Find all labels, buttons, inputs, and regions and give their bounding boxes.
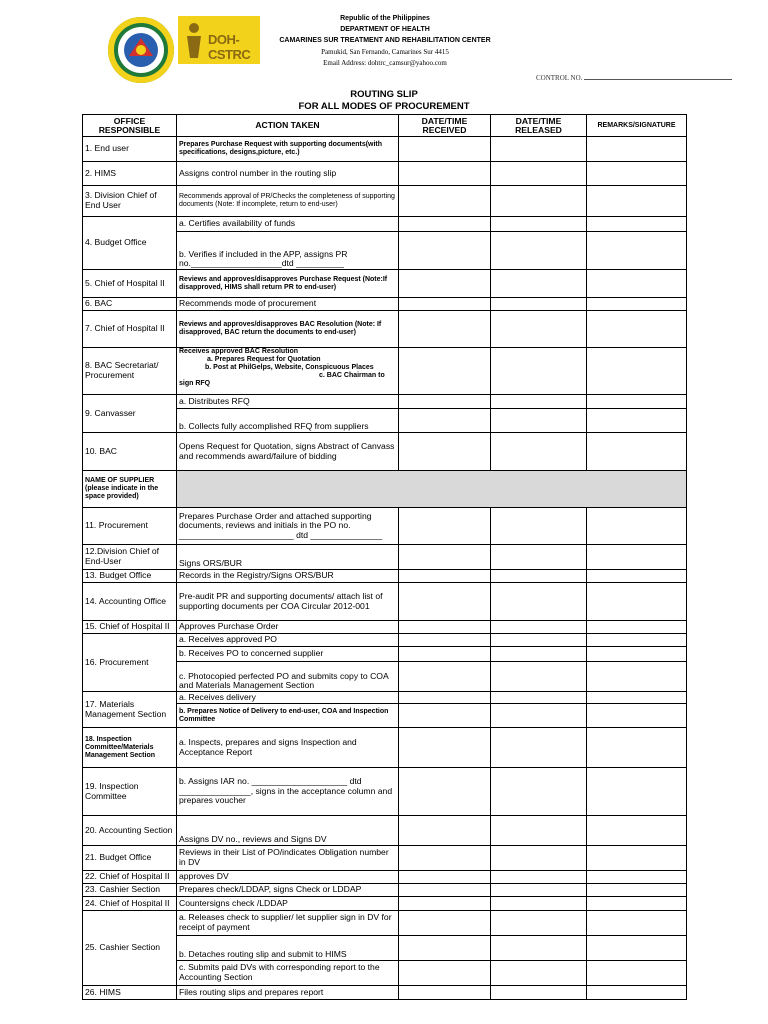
table-row bbox=[83, 884, 687, 897]
remarks-cell[interactable] bbox=[587, 545, 687, 570]
office-cell: 26. HIMS bbox=[83, 986, 177, 1000]
remarks-cell[interactable] bbox=[587, 816, 687, 846]
received-cell[interactable] bbox=[399, 728, 491, 768]
released-cell[interactable] bbox=[491, 162, 587, 186]
action-cell: a. Receives approved PO bbox=[177, 634, 399, 647]
rfq-step-receive: Receives approved BAC Resolution bbox=[179, 348, 299, 355]
action-cell: Pre-audit PR and supporting documents/ attach list of supporting documents per COA Circular 2012-001 bbox=[177, 583, 399, 621]
rfq-step-b: b. Post at PhilGelps, Website, Conspicuous Places bbox=[205, 364, 374, 371]
control-number-label: CONTROL NO. bbox=[536, 74, 583, 82]
action-cell: Reviews in their List of PO/indicates Obligation number in DV bbox=[177, 846, 399, 871]
released-cell[interactable] bbox=[491, 846, 587, 871]
col-remarks-header: REMARKS/SIGNATURE bbox=[587, 115, 687, 137]
released-cell[interactable] bbox=[491, 508, 587, 545]
table-row bbox=[83, 433, 687, 471]
released-cell[interactable] bbox=[491, 884, 587, 897]
header-republic: Republic of the Philippines bbox=[340, 15, 430, 22]
remarks-cell[interactable] bbox=[587, 409, 687, 433]
table-row bbox=[83, 570, 687, 583]
received-cell[interactable] bbox=[399, 634, 491, 647]
released-cell[interactable] bbox=[491, 232, 587, 270]
received-cell[interactable] bbox=[399, 570, 491, 583]
released-cell[interactable] bbox=[491, 137, 587, 162]
remarks-cell[interactable] bbox=[587, 395, 687, 409]
control-number bbox=[536, 73, 732, 82]
rfq-step-a: a. Prepares Request for Quotation bbox=[207, 356, 321, 363]
office-cell: 6. BAC bbox=[83, 298, 177, 311]
action-cell: Reviews and approves/disapproves BAC Resolution (Note: If disapproved, BAC return the documents to end-user) bbox=[177, 311, 399, 348]
received-cell[interactable] bbox=[399, 897, 491, 911]
rfq-step-c: c. BAC Chairman to bbox=[319, 372, 385, 379]
remarks-cell[interactable] bbox=[587, 348, 687, 395]
remarks-cell[interactable] bbox=[587, 311, 687, 348]
released-cell[interactable] bbox=[491, 298, 587, 311]
released-cell[interactable] bbox=[491, 348, 587, 395]
received-cell[interactable] bbox=[399, 621, 491, 634]
office-cell: 14. Accounting Office bbox=[83, 583, 177, 621]
col-action-header: ACTION TAKEN bbox=[177, 115, 399, 137]
action-cell: a. Certifies availability of funds bbox=[177, 217, 399, 232]
action-cell: Assigns DV no., reviews and Signs DV bbox=[177, 816, 399, 846]
released-cell[interactable] bbox=[491, 433, 587, 471]
office-cell: 20. Accounting Section bbox=[83, 816, 177, 846]
col-received-header: DATE/TIME RECEIVED bbox=[399, 115, 491, 137]
action-cell: Prepares Purchase Request with supporting documents(with specifications, designs,picture, etc.) bbox=[177, 137, 399, 162]
table-row bbox=[83, 311, 687, 348]
received-cell[interactable] bbox=[399, 137, 491, 162]
header-address: Pamukid, San Fernando, Camarines Sur 4415 bbox=[321, 48, 449, 56]
office-cell: 17. Materials Management Section bbox=[83, 692, 177, 728]
remarks-cell[interactable] bbox=[587, 897, 687, 911]
received-cell[interactable] bbox=[399, 884, 491, 897]
table-row bbox=[83, 583, 687, 621]
received-cell[interactable] bbox=[399, 961, 491, 986]
released-cell[interactable] bbox=[491, 311, 587, 348]
header-center-name: CAMARINES SUR TREATMENT AND REHABILITATION CENTER bbox=[279, 37, 491, 44]
table-row bbox=[83, 471, 687, 508]
remarks-cell[interactable] bbox=[587, 217, 687, 232]
action-cell: Signs ORS/BUR bbox=[177, 545, 399, 570]
received-cell[interactable] bbox=[399, 270, 491, 298]
remarks-cell[interactable] bbox=[587, 692, 687, 704]
released-cell[interactable] bbox=[491, 704, 587, 728]
remarks-cell[interactable] bbox=[587, 634, 687, 647]
col-released-header: DATE/TIME RELEASED bbox=[491, 115, 587, 137]
released-cell[interactable] bbox=[491, 897, 587, 911]
table-row bbox=[83, 395, 687, 409]
office-cell: 13. Budget Office bbox=[83, 570, 177, 583]
remarks-cell[interactable] bbox=[587, 433, 687, 471]
remarks-cell[interactable] bbox=[587, 884, 687, 897]
received-cell[interactable] bbox=[399, 768, 491, 816]
table-row bbox=[83, 545, 687, 570]
office-cell: 11. Procurement bbox=[83, 508, 177, 545]
action-cell: b. Receives PO to concerned supplier bbox=[177, 647, 399, 662]
received-cell[interactable] bbox=[399, 911, 491, 936]
released-cell[interactable] bbox=[491, 961, 587, 986]
office-cell: 3. Division Chief of End User bbox=[83, 186, 177, 217]
table-row bbox=[83, 986, 687, 1000]
released-cell[interactable] bbox=[491, 986, 587, 1000]
released-cell[interactable] bbox=[491, 583, 587, 621]
table-row bbox=[83, 816, 687, 846]
received-cell[interactable] bbox=[399, 986, 491, 1000]
received-cell[interactable] bbox=[399, 846, 491, 871]
received-cell[interactable] bbox=[399, 186, 491, 217]
remarks-cell[interactable] bbox=[587, 186, 687, 217]
action-cell: approves DV bbox=[177, 871, 399, 884]
released-cell[interactable] bbox=[491, 634, 587, 647]
office-cell: 16. Procurement bbox=[83, 634, 177, 692]
office-cell: 8. BAC Secretariat/ Procurement bbox=[83, 348, 177, 395]
office-cell: 21. Budget Office bbox=[83, 846, 177, 871]
action-cell: a. Releases check to supplier/ let supplier sign in DV for receipt of payment bbox=[177, 911, 399, 936]
received-cell[interactable] bbox=[399, 298, 491, 311]
remarks-cell[interactable] bbox=[587, 583, 687, 621]
rfq-step-sign: sign RFQ bbox=[179, 380, 211, 387]
released-cell[interactable] bbox=[491, 570, 587, 583]
supplier-name-field[interactable] bbox=[177, 471, 687, 508]
received-cell[interactable] bbox=[399, 704, 491, 728]
table-row bbox=[83, 270, 687, 298]
office-cell: 5. Chief of Hospital II bbox=[83, 270, 177, 298]
remarks-cell[interactable] bbox=[587, 508, 687, 545]
remarks-cell[interactable] bbox=[587, 162, 687, 186]
received-cell[interactable] bbox=[399, 311, 491, 348]
action-cell: Assigns control number in the routing slip bbox=[177, 162, 399, 186]
received-cell[interactable] bbox=[399, 508, 491, 545]
action-cell: b. Assigns IAR no. ____________________ dtd _______________, signs in the acceptance column and prepares voucher bbox=[177, 768, 399, 816]
action-cell: a. Inspects, prepares and signs Inspection and Acceptance Report bbox=[177, 728, 399, 768]
action-cell: Prepares Purchase Order and attached supporting documents, reviews and initials in the PO no. ________________________ dtd _______________ bbox=[177, 508, 399, 545]
table-row bbox=[83, 871, 687, 884]
remarks-cell[interactable] bbox=[587, 137, 687, 162]
released-cell[interactable] bbox=[491, 816, 587, 846]
released-cell[interactable] bbox=[491, 768, 587, 816]
remarks-cell[interactable] bbox=[587, 621, 687, 634]
action-cell: b. Prepares Notice of Delivery to end-user, COA and Inspection Committee bbox=[177, 704, 399, 728]
action-cell: a. Distributes RFQ bbox=[177, 395, 399, 409]
received-cell[interactable] bbox=[399, 692, 491, 704]
received-cell[interactable] bbox=[399, 871, 491, 884]
action-cell: Recommends mode of procurement bbox=[177, 298, 399, 311]
released-cell[interactable] bbox=[491, 409, 587, 433]
office-cell: 9. Canvasser bbox=[83, 395, 177, 433]
remarks-cell[interactable] bbox=[587, 936, 687, 961]
routing-table bbox=[82, 114, 687, 1000]
received-cell[interactable] bbox=[399, 348, 491, 395]
action-cell: b. Detaches routing slip and submit to HIMS bbox=[177, 936, 399, 961]
office-cell: 7. Chief of Hospital II bbox=[83, 311, 177, 348]
action-cell: Opens Request for Quotation, signs Abstract of Canvass and recommends award/failure of bidding bbox=[177, 433, 399, 471]
table-row bbox=[83, 217, 687, 232]
action-cell: b. Collects fully accomplished RFQ from suppliers bbox=[177, 409, 399, 433]
office-cell: 10. BAC bbox=[83, 433, 177, 471]
office-cell: 18. Inspection Committee/Materials Management Section bbox=[83, 728, 177, 768]
remarks-cell[interactable] bbox=[587, 662, 687, 692]
received-cell[interactable] bbox=[399, 936, 491, 961]
received-cell[interactable] bbox=[399, 433, 491, 471]
table-row bbox=[83, 911, 687, 936]
released-cell[interactable] bbox=[491, 186, 587, 217]
remarks-cell[interactable] bbox=[587, 728, 687, 768]
office-cell: 23. Cashier Section bbox=[83, 884, 177, 897]
remarks-cell[interactable] bbox=[587, 911, 687, 936]
logo-text: DOH-CSTRC bbox=[208, 32, 251, 62]
remarks-cell[interactable] bbox=[587, 298, 687, 311]
released-cell[interactable] bbox=[491, 621, 587, 634]
table-row bbox=[83, 897, 687, 911]
received-cell[interactable] bbox=[399, 816, 491, 846]
table-header-row bbox=[83, 115, 687, 137]
released-cell[interactable] bbox=[491, 911, 587, 936]
header-email: Email Address: dohtrc_camsur@yahoo.com bbox=[323, 59, 447, 67]
action-cell: c. Submits paid DVs with corresponding report to the Accounting Section bbox=[177, 961, 399, 986]
action-cell: Recommends approval of PR/Checks the completeness of supporting documents (Note: If incomplete, return to end-user) bbox=[177, 186, 399, 217]
action-cell: Reviews and approves/disapproves Purchase Request (Note:If disapproved, HIMS shall return PR to end-user) bbox=[177, 270, 399, 298]
remarks-cell[interactable] bbox=[587, 871, 687, 884]
office-cell: 12.Division Chief of End-User bbox=[83, 545, 177, 570]
released-cell[interactable] bbox=[491, 217, 587, 232]
table-row bbox=[83, 508, 687, 545]
col-office-header: OFFICE RESPONSIBLE bbox=[83, 115, 177, 137]
table-row bbox=[83, 846, 687, 871]
table-row bbox=[83, 621, 687, 634]
received-cell[interactable] bbox=[399, 583, 491, 621]
table-row bbox=[83, 186, 687, 217]
doh-cstrc-logo bbox=[178, 16, 260, 64]
table-row bbox=[83, 728, 687, 768]
action-cell bbox=[177, 348, 399, 395]
table-row bbox=[83, 634, 687, 647]
released-cell[interactable] bbox=[491, 545, 587, 570]
released-cell[interactable] bbox=[491, 270, 587, 298]
control-number-field[interactable] bbox=[584, 73, 732, 80]
remarks-cell[interactable] bbox=[587, 647, 687, 662]
action-cell: Records in the Registry/Signs ORS/BUR bbox=[177, 570, 399, 583]
table-row bbox=[83, 137, 687, 162]
office-cell: 15. Chief of Hospital II bbox=[83, 621, 177, 634]
office-cell: 4. Budget Office bbox=[83, 217, 177, 270]
action-cell: Approves Purchase Order bbox=[177, 621, 399, 634]
table-row bbox=[83, 298, 687, 311]
remarks-cell[interactable] bbox=[587, 270, 687, 298]
received-cell[interactable] bbox=[399, 217, 491, 232]
office-cell: 25. Cashier Section bbox=[83, 911, 177, 986]
slip-title: ROUTING SLIP bbox=[350, 89, 418, 100]
office-cell: 2. HIMS bbox=[83, 162, 177, 186]
action-cell: Countersigns check /LDDAP bbox=[177, 897, 399, 911]
header-department: DEPARTMENT OF HEALTH bbox=[340, 26, 430, 33]
received-cell[interactable] bbox=[399, 395, 491, 409]
released-cell[interactable] bbox=[491, 395, 587, 409]
released-cell[interactable] bbox=[491, 662, 587, 692]
table-row bbox=[83, 348, 687, 395]
released-cell[interactable] bbox=[491, 692, 587, 704]
action-cell: c. Photocopied perfected PO and submits copy to COA and Materials Management Section bbox=[177, 662, 399, 692]
remarks-cell[interactable] bbox=[587, 232, 687, 270]
supplier-label-cell: NAME OF SUPPLIER (please indicate in the space provided) bbox=[83, 471, 177, 508]
received-cell[interactable] bbox=[399, 409, 491, 433]
released-cell[interactable] bbox=[491, 647, 587, 662]
received-cell[interactable] bbox=[399, 662, 491, 692]
department-of-health-seal bbox=[107, 16, 175, 84]
office-cell: 22. Chief of Hospital II bbox=[83, 871, 177, 884]
remarks-cell[interactable] bbox=[587, 986, 687, 1000]
table-row bbox=[83, 162, 687, 186]
received-cell[interactable] bbox=[399, 647, 491, 662]
remarks-cell[interactable] bbox=[587, 704, 687, 728]
remarks-cell[interactable] bbox=[587, 846, 687, 871]
released-cell[interactable] bbox=[491, 871, 587, 884]
received-cell[interactable] bbox=[399, 162, 491, 186]
table-row bbox=[83, 768, 687, 816]
action-cell: a. Receives delivery bbox=[177, 692, 399, 704]
released-cell[interactable] bbox=[491, 728, 587, 768]
released-cell[interactable] bbox=[491, 936, 587, 961]
action-cell: Files routing slips and prepares report bbox=[177, 986, 399, 1000]
office-cell: 1. End user bbox=[83, 137, 177, 162]
office-cell: 24. Chief of Hospital II bbox=[83, 897, 177, 911]
action-cell: Prepares check/LDDAP, signs Check or LDDAP bbox=[177, 884, 399, 897]
slip-subtitle: FOR ALL MODES OF PROCUREMENT bbox=[298, 101, 470, 112]
received-cell[interactable] bbox=[399, 232, 491, 270]
table-row bbox=[83, 692, 687, 704]
remarks-cell[interactable] bbox=[587, 961, 687, 986]
office-cell: 19. Inspection Committee bbox=[83, 768, 177, 816]
received-cell[interactable] bbox=[399, 545, 491, 570]
remarks-cell[interactable] bbox=[587, 570, 687, 583]
action-cell: b. Verifies if included in the APP, assigns PR no.___________________dtd __________ bbox=[177, 232, 399, 270]
remarks-cell[interactable] bbox=[587, 768, 687, 816]
